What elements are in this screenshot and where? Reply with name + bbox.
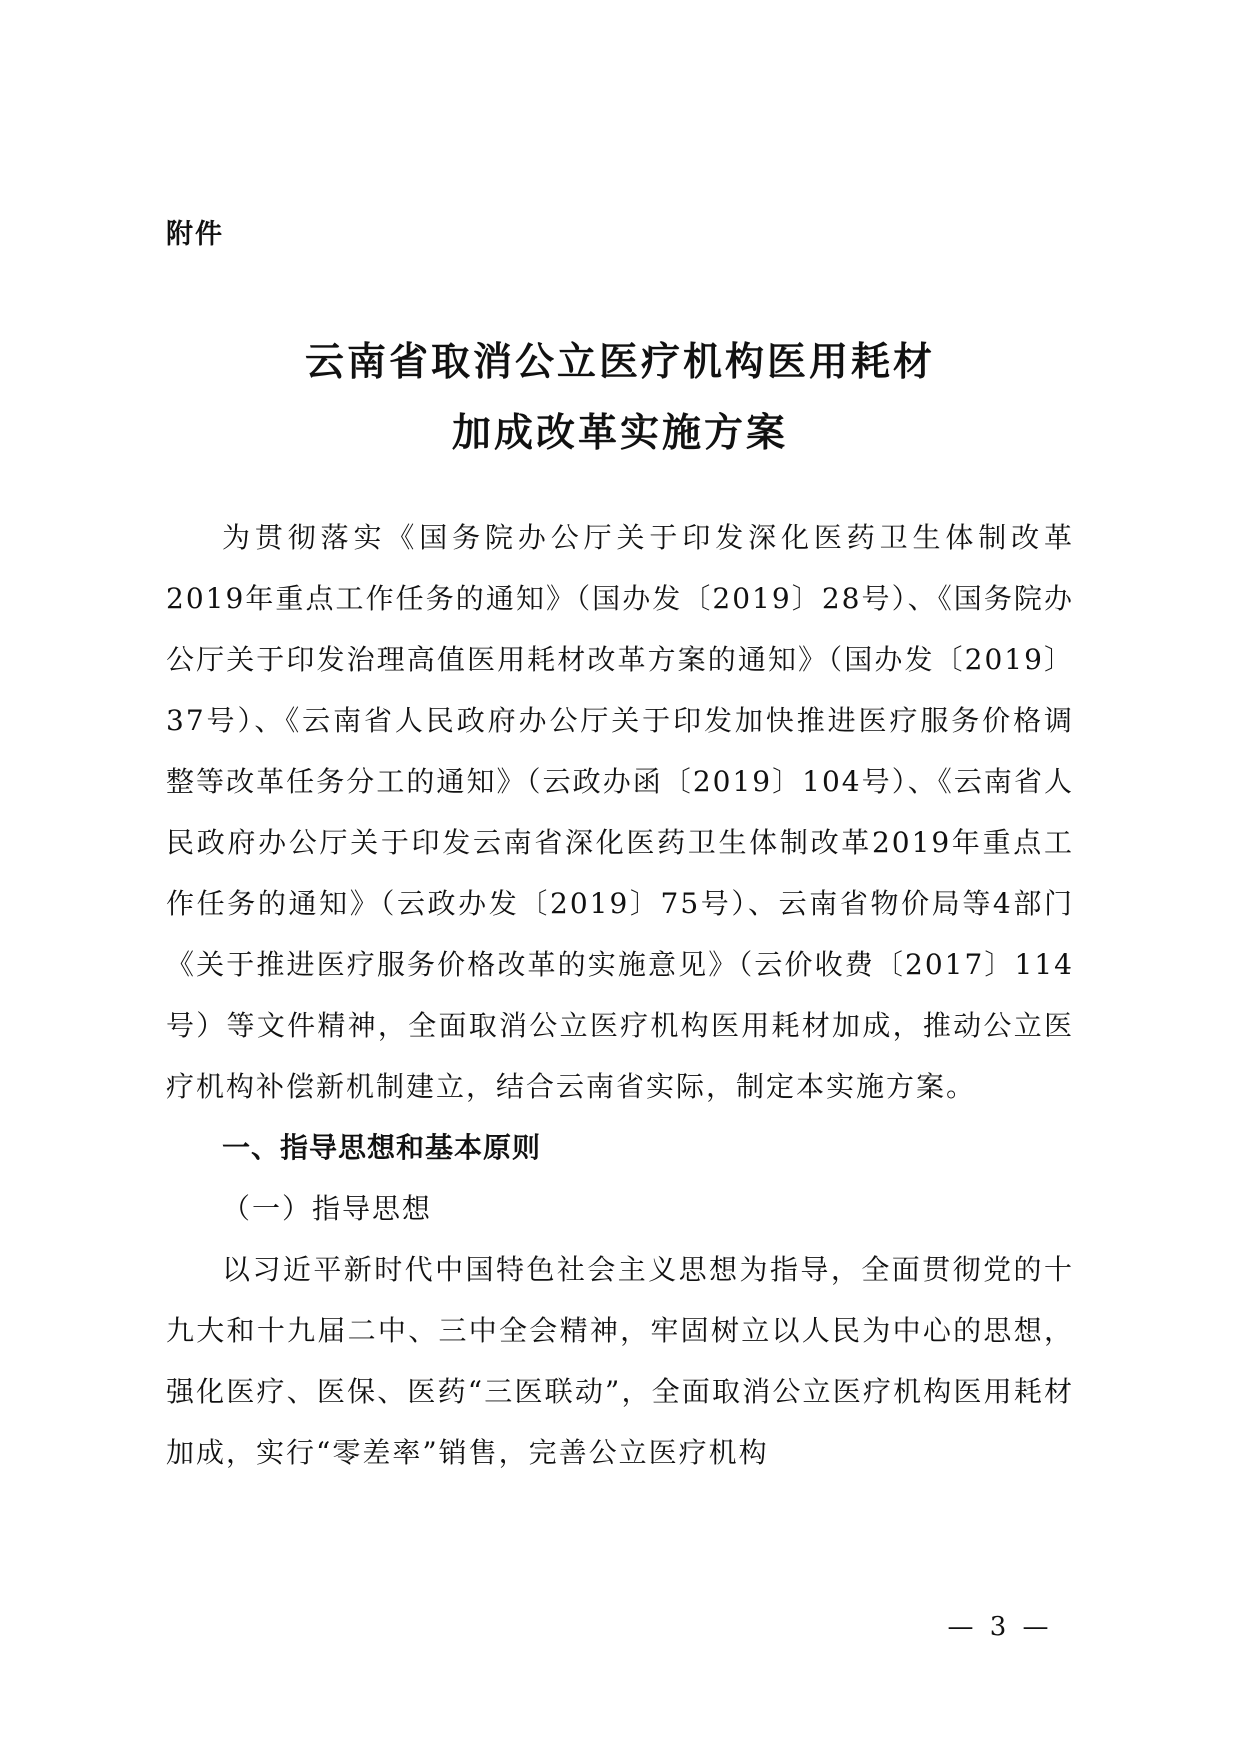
subsection-heading: （一）指导思想 [222,1192,433,1225]
section-heading: 一、指导思想和基本原则 [222,1131,542,1164]
intro-paragraph: 为贯彻落实《国务院办公厅关于印发深化医药卫生体制改革2019年重点工作任务的通知》（国办发〔2019〕28号）、《国务院办公厅关于印发治理高值医用耗材改革方案的通知》（国办发〔2019〕37号）、《云南省人民政府办公厅关于印发加快推进医疗服务价格调整等改革任务分工的通知》（云政办函〔2019〕104号）、《云南省人民政府办公厅关于印发云南省深化医药卫生体制改革2019年重点工作任务的通知》（云政办发〔2019〕75号）、云南省物价局等4部门《关于推进医疗服务价格改革的实施意见》（云价收费〔2017〕114号）等文件精神，全面取消公立医疗机构医用耗材加成，推动公立医疗机构补偿新机制建立，结合云南省实际，制定本实施方案。 [166,521,1074,1103]
document-title-line-1: 云南省取消公立医疗机构医用耗材 [304,339,935,385]
guiding-paragraph: 以习近平新时代中国特色社会主义思想为指导，全面贯彻党的十九大和十九届二中、三中全会精神，牢固树立以人民为中心的思想，强化医疗、医保、医药“三医联动”，全面取消公立医疗机构医用耗材加成，实行“零差率”销售，完善公立医疗机构 [166,1253,1074,1469]
page-number: — 3 — [947,1612,1053,1642]
document-title-line-2: 加成改革实施方案 [451,410,788,456]
document-body [166,507,1074,1483]
attachment-label: 附件 [166,219,224,250]
